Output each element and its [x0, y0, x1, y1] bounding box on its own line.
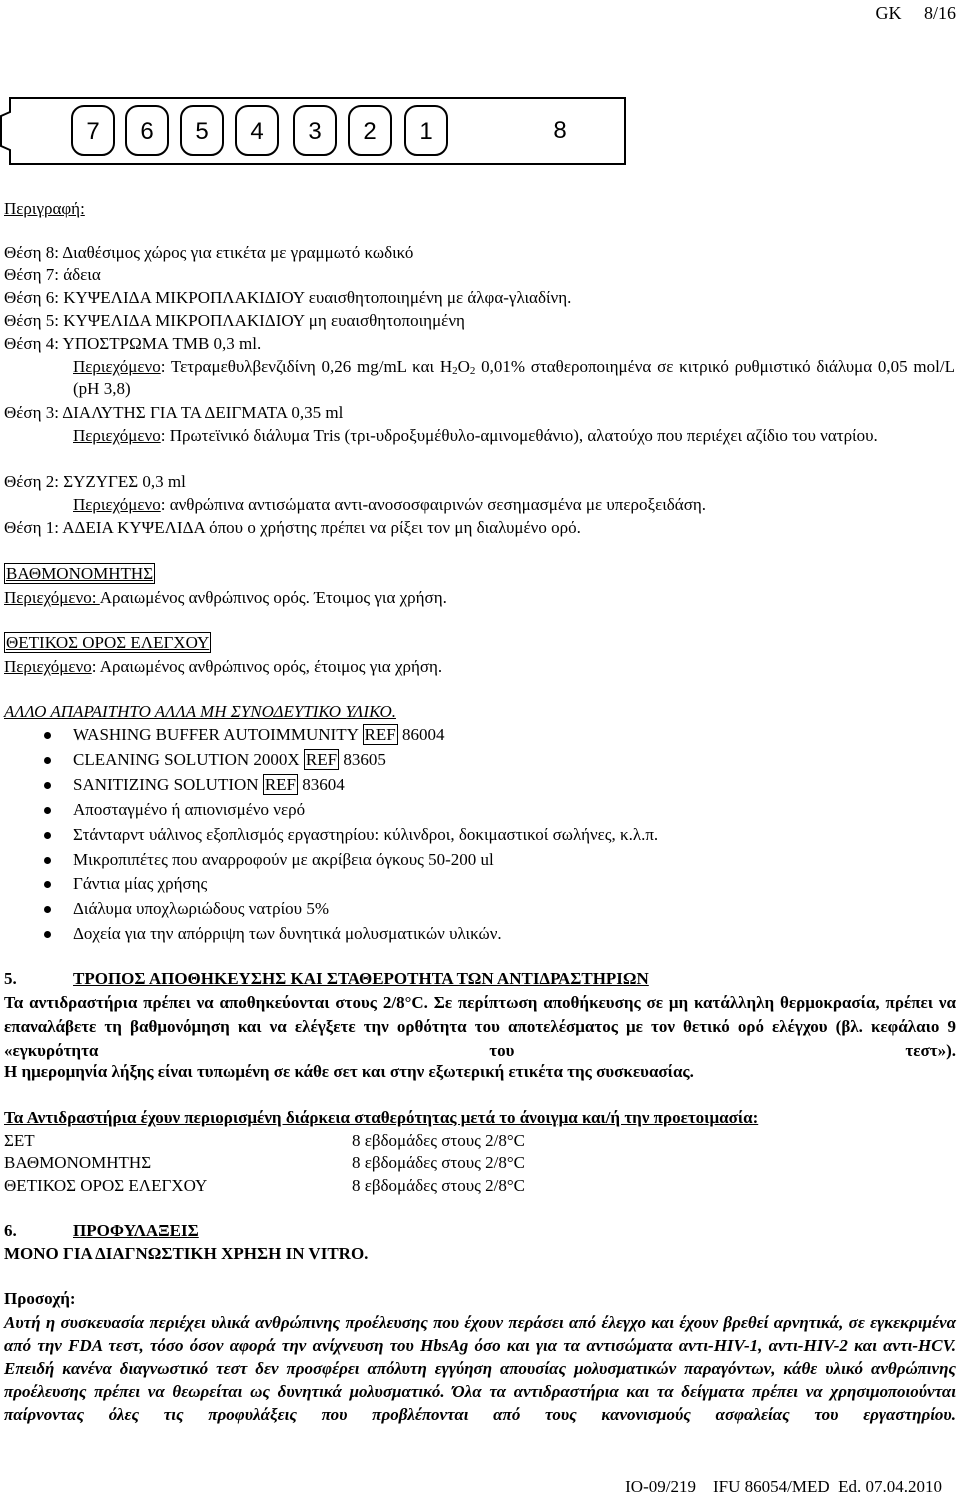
page-header	[875, 2, 956, 24]
section-6-number: 6.	[4, 1221, 17, 1240]
footer-code: IO-09/219 IFU 86054/MED Ed. 07.04.2010	[625, 1477, 942, 1496]
position-7: Θέση 7: άδεια	[4, 265, 101, 284]
content-label: Περιεχόμενο	[73, 495, 161, 514]
position-2: Θέση 2: ΣΥΖΥΓΕΣ 0,3 ml	[4, 472, 186, 491]
content-label: Περιεχόμενο	[73, 426, 161, 445]
position-6: Θέση 6: ΚΥΨΕΛΙΔΑ ΜΙΚΡΟΠΛΑΚΙΔΙΟΥ ευαισθητοποιημένη με άλφα-γλιαδίνη.	[4, 288, 572, 307]
position-4-content: Περιεχόμενο: Τετραμεθυλβενζιδίνη 0,26 mg/mL και $H_2O_2$ 0,01% σταθεροποιημένα σε κιτρικό ρυθμιστικό διάλυμα 0,05 mol/L (pH 3,8)	[73, 357, 955, 398]
position-4: Θέση 4: ΥΠΟΣΤΡΩΜΑ TMB 0,3 ml.	[4, 334, 262, 353]
position-3-content: Περιεχόμενο: Πρωτεϊνικό διάλυμα Tris (τρι-υδροξυμέθυλο-αμινομεθάνιο), αλατούχο που περιέχει αζίδιο του νατρίου.	[73, 426, 878, 445]
calibrator-heading: ΒΑΘΜΟΝΟΜΗΤΗΣ	[6, 564, 154, 583]
ref-symbol: REF	[364, 725, 396, 744]
caution-heading: Προσοχή:	[4, 1289, 76, 1308]
well-1-label: 1	[419, 118, 433, 145]
well-5-label: 5	[195, 118, 209, 145]
caution-text: Αυτή η συσκευασία περιέχει υλικά ανθρώπινης προέλευσης που έχουν περάσει από έλεγχο και έχουν βρεθεί αρνητικά, σε εγκεκριμένα από την FDA τεστ, τόσο όσον αφορά την ανίχνευση του HbsAg όσο και για τα αντισώματα αντι-HIV-1, αντι-HIV-2 και αντι-HCV. Επειδή κανένα διαγνωστικό τεστ δεν προσφέρει απόλυτη εγγύηση απουσίας μολυσματικών παραγόντων, κάθε υλικό ανθρώπινης προέλευσης πρέπει να θεωρείται ως δυνητικά μολυσματικό. Όλα τα αντιδραστήρια και τα δείγματα πρέπει να χρησιμοποιούνται παίρνοντας όλες τις προφυλάξεις που προβλέπονται από τους κανονισμούς ασφαλείας του εργαστηρίου.	[4, 1313, 956, 1424]
well-3-label: 3	[308, 118, 322, 145]
expiry-note: Η ημερομηνία λήξης είναι τυπωμένη σε κάθε σετ και στην εξωτερική ετικέτα της συσκευασίας.	[4, 1062, 694, 1081]
page-code: GK	[875, 3, 902, 23]
well-7-label: 7	[86, 118, 100, 145]
calibrator-content: Περιεχόμενο: Αραιωμένος ανθρώπινος ορός. Έτοιμος για χρήση.	[4, 588, 447, 607]
section-6-title: ΠΡΟΦΥΛΑΞΕΙΣ	[73, 1221, 199, 1240]
ref-symbol: REF	[305, 750, 338, 769]
section-5-number: 5.	[4, 969, 17, 988]
position-1: Θέση 1: ΑΔΕΙΑ ΚΥΨΕΛΙΔΑ όπου ο χρήστης πρέπει να ρίξει τον μη διαλυμένο ορό.	[4, 518, 581, 537]
label-area-8: 8	[553, 117, 567, 144]
position-5: Θέση 5: ΚΥΨΕΛΙΔΑ ΜΙΚΡΟΠΛΑΚΙΔΙΟΥ μη ευαισθητοποιημένη	[4, 311, 465, 330]
well-6-label: 6	[140, 118, 154, 145]
strip-diagram	[0, 86, 640, 176]
content-label: Περιεχόμενο	[73, 357, 161, 376]
control-content: Περιεχόμενο: Αραιωμένος ανθρώπινος ορός, έτοιμος για χρήση.	[4, 657, 443, 676]
stability-heading: Τα Αντιδραστήρια έχουν περιορισμένη διάρκεια σταθερότητας μετά το άνοιγμα και/ή την προετοιμασία:	[4, 1108, 759, 1127]
ref-symbol: REF	[264, 775, 296, 794]
position-8: Θέση 8: Διαθέσιμος χώρος για ετικέτα με γραμμωτό κωδικό	[4, 243, 414, 262]
ivd-statement: ΜΟΝΟ ΓΙΑ ΔΙΑΓΝΩΣΤΙΚΗ ΧΡΗΣΗ IN VITRO.	[4, 1244, 369, 1263]
position-2-content: Περιεχόμενο: ανθρώπινα αντισώματα αντι-ανοσοσφαιρινών σεσημασμένα με υπεροξειδάση.	[73, 495, 706, 514]
well-2-label: 2	[363, 118, 377, 145]
storage-paragraph: Τα αντιδραστήρια πρέπει να αποθηκεύονται στους 2/8°C. Σε περίπτωση αποθήκευσης σε μη κατάλληλη θερμοκρασία, πρέπει να επαναλάβετε τη βαθμονόμηση και να ελέγξετε την ορθότητα του αποτελέσματος με τον θετικό ορό ελέγχου (βλ. κεφάλαιο 9 «εγκυρότητα του τεστ»).	[4, 993, 956, 1060]
materials-heading: ΑΛΛΟ ΑΠΑΡΑΙΤΗΤΟ ΑΛΛΑ ΜΗ ΣΥΝΟΔΕΥΤΙΚΟ ΥΛΙΚΟ.	[4, 702, 396, 721]
section-5-title: ΤΡΟΠΟΣ ΑΠΟΘΗΚΕΥΣΗΣ ΚΑΙ ΣΤΑΘΕΡΟΤΗΤΑ ΤΩΝ ΑΝΤΙΔΡΑΣΤΗΡΙΩΝ	[73, 969, 649, 988]
description-heading: Περιγραφή:	[4, 199, 85, 218]
well-4-label: 4	[250, 118, 264, 145]
position-3: Θέση 3: ΔΙΑΛΥΤΗΣ ΓΙΑ ΤΑ ΔΕΙΓΜΑΤΑ 0,35 ml	[4, 403, 344, 422]
control-heading: ΘΕΤΙΚΟΣ ΟΡΟΣ ΕΛΕΓΧΟΥ	[6, 633, 210, 652]
page-number: 8/16	[923, 3, 956, 23]
